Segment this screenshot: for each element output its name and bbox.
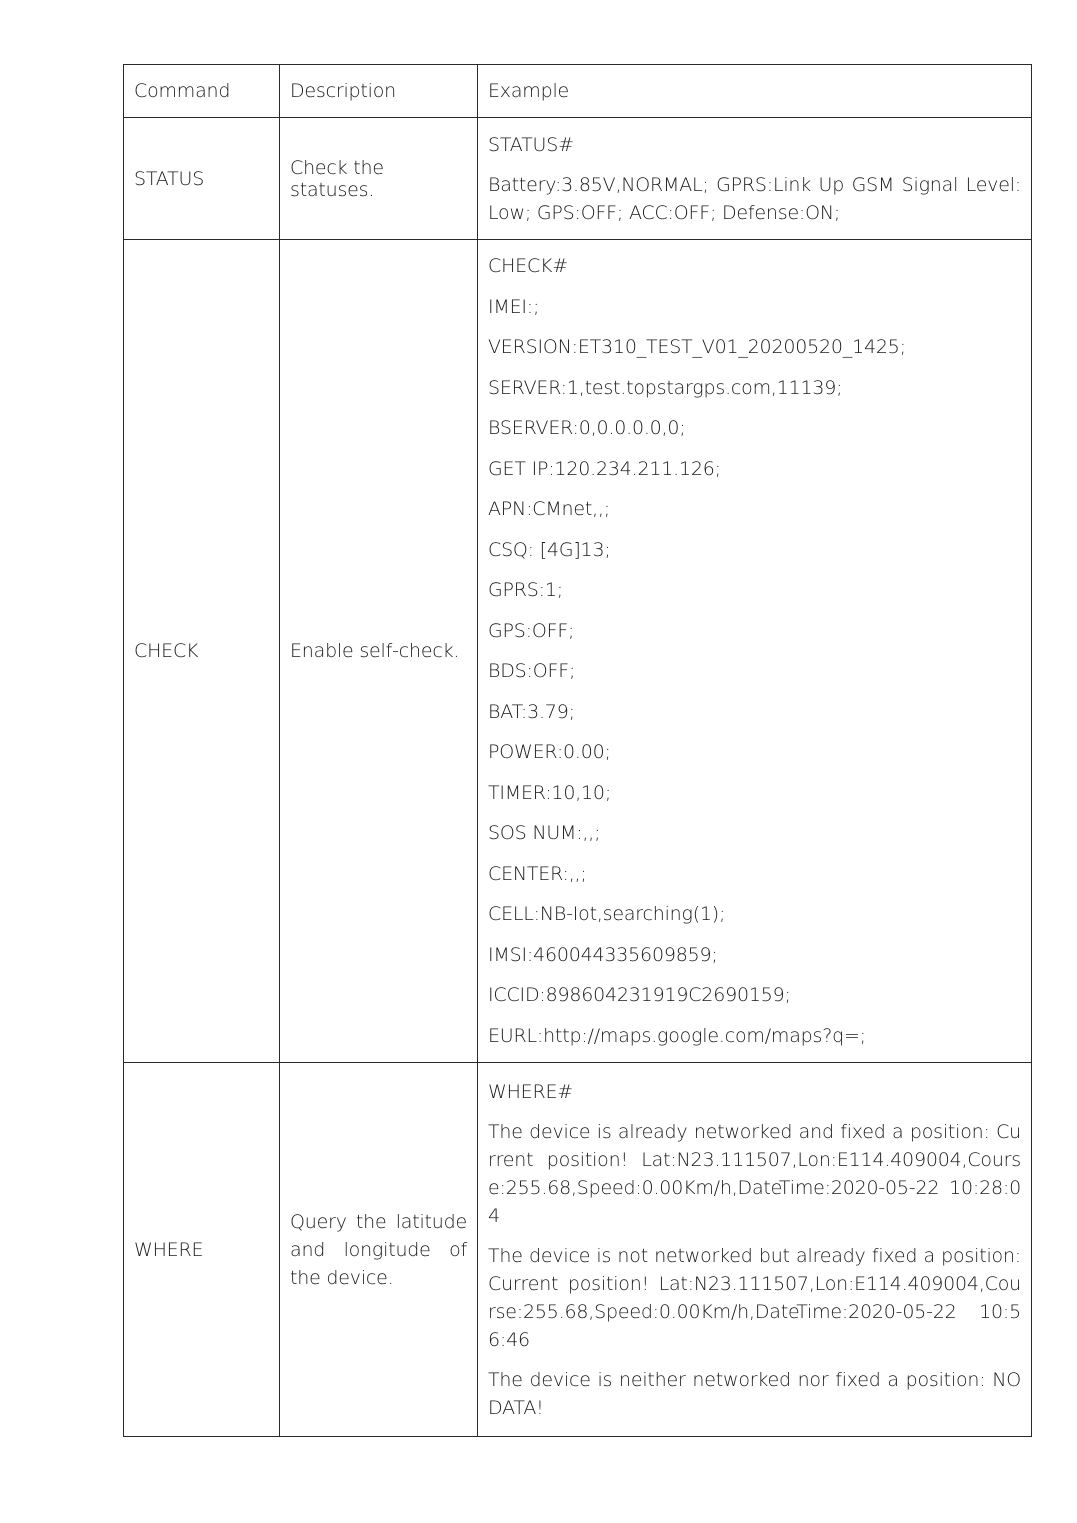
description-cell	[280, 1063, 478, 1437]
example-line: APN:CMnet,,;	[488, 498, 610, 520]
example-line: EURL:http://maps.google.com/maps?q=;	[488, 1024, 866, 1047]
command-cell: WHERE	[124, 1063, 280, 1437]
example-line: ICCID:898604231919C2690159;	[488, 984, 791, 1006]
example-line: BDS:OFF;	[488, 660, 576, 682]
description-cell: Enable self-check.	[280, 240, 478, 1063]
example-line: VERSION:ET310_TEST_V01_20200520_1425;	[488, 336, 906, 358]
example-line: BAT:3.79;	[488, 700, 575, 723]
example-response: The device is already networked and fixed a position: Current position! Lat:N23.111507,Lon:E114.409004,Course:255.68,Speed:0.00Km/h,DateTime:2020-05-22 10:28:04	[488, 1120, 1021, 1227]
description-text: Query the latitude and longitude of the device.	[290, 1210, 467, 1289]
example-line: POWER:0.00;	[488, 741, 611, 763]
description-cell: Check the statuses.	[280, 118, 478, 240]
example-line: GPRS:1;	[488, 579, 563, 601]
header-example: Example	[478, 65, 1032, 118]
example-command: WHERE#	[488, 1080, 574, 1103]
table-row-check	[124, 240, 1032, 1063]
example-cell	[478, 1063, 1032, 1437]
example-response: The device is not networked but already fixed a position: Current position! Lat:N23.111507,Lon:E114.409004,Course:255.68,Speed:0.00Km/h,DateTime:2020-05-22 10:56:46	[488, 1244, 1021, 1351]
table-header-row	[124, 65, 1032, 118]
example-cell	[478, 240, 1032, 1063]
example-line: CHECK#	[488, 255, 569, 277]
example-response: The device is neither networked nor fixed a position: NO DATA!	[488, 1368, 1021, 1419]
example-line: IMSI:460044335609859;	[488, 943, 718, 966]
example-line: CENTER:,,;	[488, 862, 587, 885]
table-row-where	[124, 1063, 1032, 1437]
header-command: Command	[124, 65, 280, 118]
command-cell: STATUS	[124, 118, 280, 240]
example-line: SERVER:1,test.topstargps.com,11139;	[488, 376, 843, 399]
example-command: STATUS#	[488, 133, 574, 156]
command-table	[123, 64, 1032, 1437]
example-line: IMEI:;	[488, 295, 540, 318]
header-description: Description	[280, 65, 478, 118]
example-line: SOS NUM:,,;	[488, 822, 601, 844]
example-cell	[478, 118, 1032, 240]
table-row-status	[124, 118, 1032, 240]
example-response: Battery:3.85V,NORMAL; GPRS:Link Up GSM Signal Level:Low; GPS:OFF; ACC:OFF; Defense:ON;	[488, 173, 1021, 224]
example-line: BSERVER:0,0.0.0.0,0;	[488, 417, 686, 439]
example-line: GPS:OFF;	[488, 619, 575, 642]
example-line: GET IP:120.234.211.126;	[488, 457, 721, 480]
example-line: TIMER:10,10;	[488, 781, 612, 804]
example-line: CELL:NB-Iot,searching(1);	[488, 903, 726, 925]
command-cell: CHECK	[124, 240, 280, 1063]
example-line: CSQ: [4G]13;	[488, 538, 611, 561]
